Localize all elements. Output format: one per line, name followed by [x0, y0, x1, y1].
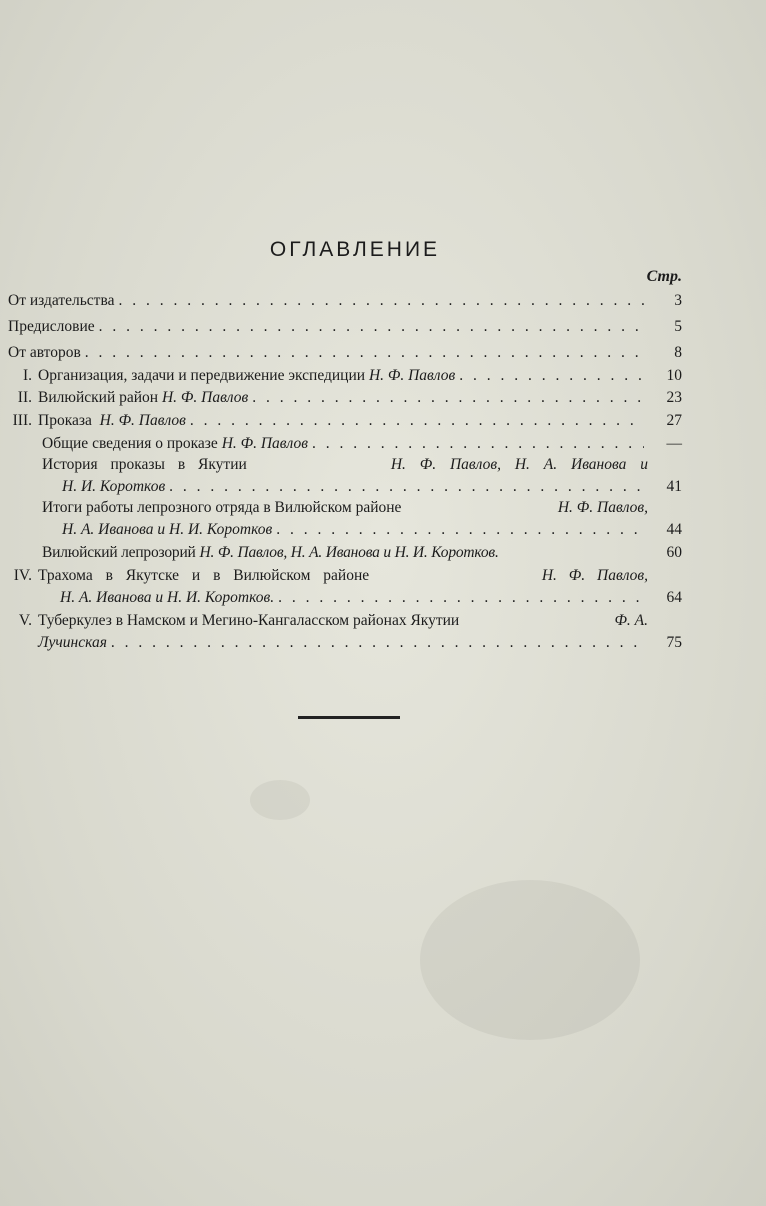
paper-stain	[250, 780, 310, 820]
leader-dots	[111, 632, 644, 654]
entry-author: Н. Ф. Павлов	[368, 367, 456, 384]
page-number: 5	[674, 318, 682, 335]
entry-author: Н. Ф. Павлов	[161, 389, 249, 406]
page-title: ОГЛАВЛЕНИЕ	[269, 238, 441, 261]
leader-dots	[312, 433, 644, 455]
entry-author-cont: Н. А. Иванова и Н. И. Коротков	[62, 521, 273, 538]
leader-dots	[99, 316, 644, 338]
page-number: 60	[666, 544, 682, 561]
divider-rule	[298, 716, 400, 719]
entry-author: Н. Ф. Павлов	[99, 412, 186, 429]
toc-entry	[8, 610, 682, 654]
page-number: 10	[666, 367, 682, 384]
leader-dots	[118, 290, 644, 312]
toc-entry	[8, 365, 682, 387]
entry-title: Итоги работы лепрозного отряда в Вилюйском районе	[42, 499, 402, 516]
page-number: —	[666, 435, 682, 452]
toc-entry	[42, 542, 682, 564]
page-number: 23	[666, 389, 682, 406]
chapter-number: III.	[12, 412, 32, 429]
toc-entry	[8, 565, 682, 609]
leader-dots	[169, 476, 644, 498]
page-number: 44	[666, 521, 682, 538]
entry-title: Вилюйский район	[38, 389, 159, 406]
paper-stain	[420, 880, 640, 1040]
chapter-number: II.	[17, 389, 32, 406]
leader-dots	[459, 365, 644, 387]
leader-dots	[278, 587, 644, 609]
leader-dots	[252, 387, 644, 409]
entry-author-cont: Н. А. Иванова и Н. И. Коротков.	[60, 589, 275, 606]
leader-dots	[276, 519, 644, 541]
entry-title: История проказы в Якутии	[42, 456, 247, 473]
page-number: 75	[666, 634, 682, 651]
entry-title: Проказа	[38, 412, 92, 429]
page-column-label: Стр.	[646, 268, 682, 285]
entry-author-cont: Н. И. Коротков	[62, 478, 166, 495]
entry-title: Организация, задачи и передвижение экспедиции	[38, 367, 366, 384]
entry-title: От издательства	[8, 292, 115, 309]
entry-author-cont: Лучинская	[38, 634, 107, 651]
toc-entry	[8, 342, 682, 364]
entry-author: Н. Ф. Павлов,	[541, 567, 648, 584]
entry-title: Общие сведения о проказе	[42, 435, 218, 452]
toc-entry	[8, 316, 682, 338]
entry-author: Ф. А.	[614, 612, 648, 629]
chapter-number: IV.	[13, 567, 32, 584]
entry-author: Н. Ф. Павлов	[221, 435, 308, 452]
page-number: 64	[666, 589, 682, 606]
entry-title: От авторов	[8, 344, 81, 361]
toc-entry	[8, 387, 682, 409]
page-number: 3	[674, 292, 682, 309]
entry-author: Н. Ф. Павлов, Н. А. Иванова и Н. И. Коротков.	[199, 544, 499, 561]
page-number: 27	[666, 412, 682, 429]
chapter-number: V.	[18, 612, 32, 629]
page-number: 8	[674, 344, 682, 361]
toc-entry	[42, 454, 682, 498]
page-number: 41	[666, 478, 682, 495]
entry-title: Предисловие	[8, 318, 95, 335]
toc-entry	[8, 410, 682, 432]
entry-title: Туберкулез в Намском и Мегино-Кангаласском районах Якутии	[38, 612, 460, 629]
entry-author: Н. Ф. Павлов,	[557, 499, 648, 516]
chapter-number: I.	[22, 367, 32, 384]
table-of-contents	[0, 290, 766, 654]
toc-entry	[42, 497, 682, 541]
entry-title: Трахома в Якутске и в Вилюйском районе	[38, 567, 370, 584]
entry-title: Вилюйский лепрозорий	[42, 544, 196, 561]
toc-entry	[42, 433, 682, 455]
leader-dots	[190, 410, 644, 432]
leader-dots	[85, 342, 644, 364]
entry-author: Н. Ф. Павлов, Н. А. Иванова и	[390, 456, 648, 473]
toc-entry	[8, 290, 682, 312]
